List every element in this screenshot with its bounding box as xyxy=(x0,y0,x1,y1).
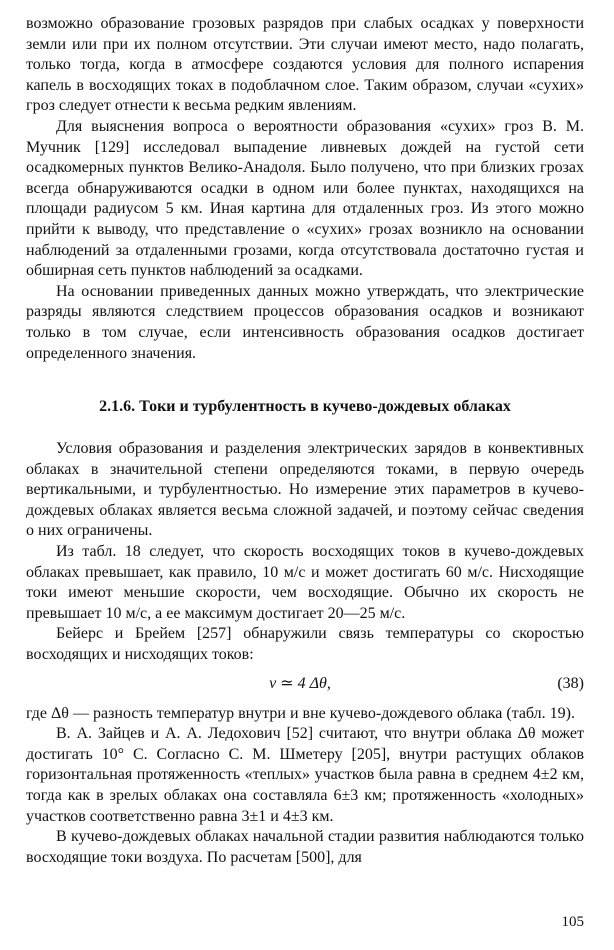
paragraph-muchnik-study: Для выяснения вопроса о вероятности образования «сухих» гроз В. М. Мучник [129] исследовал выпадение ливневых дождей на густой сети осадкомерных пунктов Велико-Анадоля. Было получено, что при близких грозах всегда обнаруживаются осадки в одном или более пунктах, находящихся на площади радиусом 5 км. Иная картина для отдаленных гроз. Из этого можно прийти к выводу, что представление о «сухих» грозах возникло на основании наблюдений за отдаленными грозами, когда отсутствовала достаточно густая и обширная сеть пунктов наблюдений за осадками. xyxy=(26,117,584,280)
paragraph-zaitsev: В. А. Зайцев и А. А. Ледохович [52] считают, что внутри облака Δθ может достигать 10° С. Согласно С. М. Шметеру [205], внутри растущих облаков горизонтальная протяженность «теплых» участков была равна в среднем 4±2 км, тогда как в зрелых облаках она составляла 6±3 км; протяженность «холодных» участков соответственно равна 3±1 и 4±3 км. xyxy=(26,725,584,825)
paragraph-initial-stage: В кучево-дождевых облаках начальной стадии развития наблюдаются только восходящие токи воздуха. По расчетам [500], для xyxy=(26,828,584,866)
formula-38 xyxy=(26,668,584,702)
paragraph-table-18: Из табл. 18 следует, что скорость восходящих токов в кучево-дождевых облаках превышает, как правило, 10 м/с и может достигать 60 м/с. Нисходящие токи имеют меньшие скорости, чем восходящие. Обычно их скорость не превышает 10 м/с, а ее максимум достигает 20—25 м/с. xyxy=(26,543,584,622)
paragraph-conditions: Условия образования и разделения электрических зарядов в конвективных облаках в значительной степени определяются токами, в первую очередь вертикальными, и турбулентностью. Но измерение этих параметров в кучево-дождевых облаках является весьма сложной задачей, и поэтому сейчас сведения о них ограничены. xyxy=(26,440,584,540)
paragraph-dry-storms-continuation: возможно образование грозовых разрядов при слабых осадках у поверхности земли или при их полном отсутствии. Эти случаи имеют место, надо полагать, только тогда, когда в атмосфере создаются условия для полного испарения капель в восходящих токах в подоблачном слое. Таким образом, случаи «сухих» гроз следует отнести к весьма редким явлениям. xyxy=(26,15,584,115)
paragraph-delta-theta: где Δθ — разность температур внутри и вне кучево-дождевого облака (табл. 19). xyxy=(26,704,575,722)
paragraph-conclusion: На основании приведенных данных можно утверждать, что электрические разряды являются следствием процессов образования осадков и возникают только в том случае, если интенсивность образования осадков достигает определенного значения. xyxy=(26,282,584,362)
formula-number: (38) xyxy=(557,675,584,693)
section-heading: 2.1.6. Токи и турбулентность в кучево-дождевых облаках xyxy=(99,398,511,416)
formula-expression: v ≃ 4 Δθ, xyxy=(269,675,331,693)
paragraph-byers-braham: Бейерс и Брейем [257] обнаружили связь температуры со скоростью восходящих и нисходящих токов: xyxy=(26,625,584,664)
page-number: 105 xyxy=(561,914,584,930)
